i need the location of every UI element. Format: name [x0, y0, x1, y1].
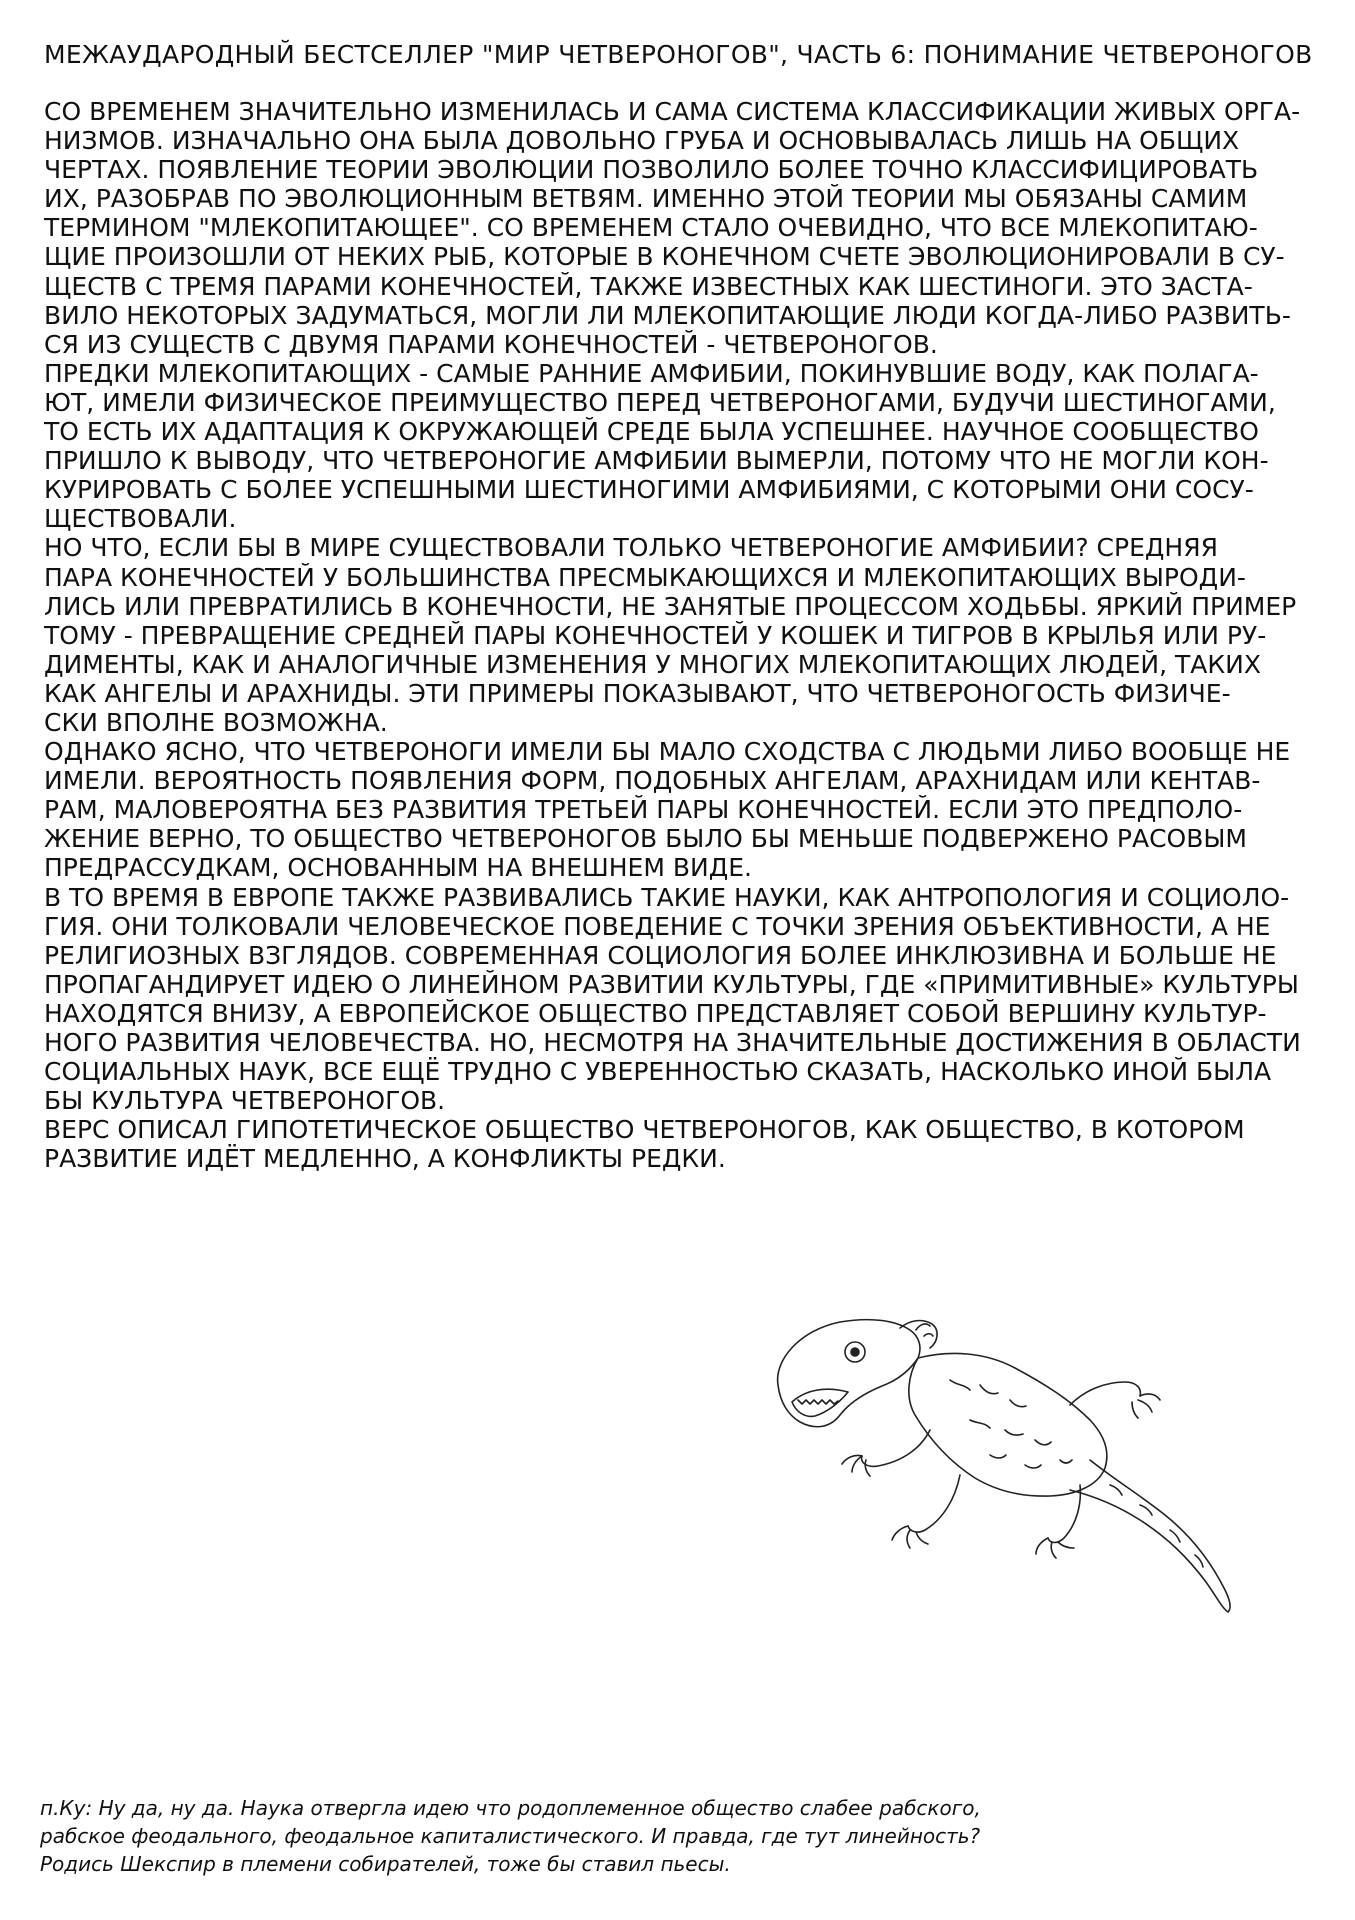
body-line: ПАРА КОНЕЧНОСТЕЙ У БОЛЬШИНСТВА ПРЕСМЫКАЮЩИХСЯ И МЛЕКОПИТАЮЩИХ ВЫРОДИ- — [44, 562, 1246, 592]
body-line: НОГО РАЗВИТИЯ ЧЕЛОВЕЧЕСТВА. НО, НЕСМОТРЯ НА ЗНАЧИТЕЛЬНЫЕ ДОСТИЖЕНИЯ В ОБЛАСТИ — [44, 1028, 1301, 1057]
body-line: ОДНАКО ЯСНО, ЧТО ЧЕТВЕРОНОГИ ИМЕЛИ БЫ МАЛО СХОДСТВА С ЛЮДЬМИ ЛИБО ВООБЩЕ НЕ — [44, 737, 1291, 767]
body-line: БЫ КУЛЬТУРА ЧЕТВЕРОНОГОВ. — [44, 1086, 446, 1116]
body-line: ИХ, РАЗОБРАВ ПО ЭВОЛЮЦИОННЫМ ВЕТВЯМ. ИМЕННО ЭТОЙ ТЕОРИИ МЫ ОБЯЗАНЫ САМИМ — [44, 184, 1248, 214]
body-line: ВИЛО НЕКОТОРЫХ ЗАДУМАТЬСЯ, МОГЛИ ЛИ МЛЕКОПИТАЮЩИЕ ЛЮДИ КОГДА-ЛИБО РАЗВИТЬ- — [44, 300, 1291, 330]
body-line: ЩИЕ ПРОИЗОШЛИ ОТ НЕКИХ РЫБ, КОТОРЫЕ В КОНЕЧНОМ СЧЕТЕ ЭВОЛЮЦИОНИРОВАЛИ В СУ- — [44, 242, 1285, 272]
body-line: ТОМУ - ПРЕВРАЩЕНИЕ СРЕДНЕЙ ПАРЫ КОНЕЧНОСТЕЙ У КОШЕК И ТИГРОВ В КРЫЛЬЯ ИЛИ РУ- — [44, 620, 1267, 650]
body-line: СОЦИАЛЬНЫХ НАУК, ВСЕ ЕЩЁ ТРУДНО С УВЕРЕННОСТЬЮ СКАЗАТЬ, НАСКОЛЬКО ИНОЙ БЫЛА — [44, 1057, 1272, 1087]
body-line: ЩЕСТВОВАЛИ. — [44, 504, 237, 534]
note-line: рабское феодального, феодальное капиталистического. И правда, где тут линейность? — [40, 1824, 981, 1848]
body-line: ТЕРМИНОМ "МЛЕКОПИТАЮЩЕЕ". СО ВРЕМЕНЕМ СТАЛО ОЧЕВИДНО, ЧТО ВСЕ МЛЕКОПИТАЮ- — [44, 213, 1258, 243]
body-line: В ТО ВРЕМЯ В ЕВРОПЕ ТАКЖЕ РАЗВИВАЛИСЬ ТАКИЕ НАУКИ, КАК АНТРОПОЛОГИЯ И СОЦИОЛО- — [44, 882, 1290, 912]
body-line: ПРЕДРАССУДКАМ, ОСНОВАННЫМ НА ВНЕШНЕМ ВИДЕ. — [44, 853, 752, 883]
body-line: ДИМЕНТЫ, КАК И АНАЛОГИЧНЫЕ ИЗМЕНЕНИЯ У МНОГИХ МЛЕКОПИТАЮЩИХ ЛЮДЕЙ, ТАКИХ — [44, 649, 1261, 679]
body-line: ПРИШЛО К ВЫВОДУ, ЧТО ЧЕТВЕРОНОГИЕ АМФИБИИ ВЫМЕРЛИ, ПОТОМУ ЧТО НЕ МОГЛИ КОН- — [44, 446, 1269, 476]
body-line: ПРОПАГАНДИРУЕТ ИДЕЮ О ЛИНЕЙНОМ РАЗВИТИИ КУЛЬТУРЫ, ГДЕ «ПРИМИТИВНЫЕ» КУЛЬТУРЫ — [44, 969, 1299, 999]
note-line: Родись Шекспир в племени собирателей, тоже бы ставил пьесы. — [40, 1852, 731, 1876]
body-line: НАХОДЯТСЯ ВНИЗУ, А ЕВРОПЕЙСКОЕ ОБЩЕСТВО ПРЕДСТАВЛЯЕТ СОБОЙ ВЕРШИНУ КУЛЬТУР- — [44, 998, 1267, 1028]
body-line: ИМЕЛИ. ВЕРОЯТНОСТЬ ПОЯВЛЕНИЯ ФОРМ, ПОДОБНЫХ АНГЕЛАМ, АРАХНИДАМ ИЛИ КЕНТАВ- — [44, 766, 1261, 796]
tetrapod-amphibian-illustration — [770, 1290, 1240, 1640]
body-line: ЮТ, ИМЕЛИ ФИЗИЧЕСКОЕ ПРЕИМУЩЕСТВО ПЕРЕД ЧЕТВЕРОНОГАМИ, БУДУЧИ ШЕСТИНОГАМИ, — [44, 387, 1276, 417]
body-line: КУРИРОВАТЬ С БОЛЕЕ УСПЕШНЫМИ ШЕСТИНОГИМИ АМФИБИЯМИ, С КОТОРЫМИ ОНИ СОСУ- — [44, 475, 1254, 505]
body-line: ПРЕДКИ МЛЕКОПИТАЮЩИХ - САМЫЕ РАННИЕ АМФИБИИ, ПОКИНУВШИЕ ВОДУ, КАК ПОЛАГА- — [44, 358, 1259, 388]
body-line: СКИ ВПОЛНЕ ВОЗМОЖНА. — [44, 707, 388, 737]
body-line: ТО ЕСТЬ ИХ АДАПТАЦИЯ К ОКРУЖАЮЩЕЙ СРЕДЕ БЫЛА УСПЕШНЕЕ. НАУЧНОЕ СООБЩЕСТВО — [44, 417, 1259, 447]
body-line: ЩЕСТВ С ТРЕМЯ ПАРАМИ КОНЕЧНОСТЕЙ, ТАКЖЕ ИЗВЕСТНЫХ КАК ШЕСТИНОГИ. ЭТО ЗАСТА- — [44, 271, 1253, 301]
body-line: ЛИСЬ ИЛИ ПРЕВРАТИЛИСЬ В КОНЕЧНОСТИ, НЕ ЗАНЯТЫЕ ПРОЦЕССОМ ХОДЬБЫ. ЯРКИЙ ПРИМЕР — [44, 591, 1297, 621]
body-line: СО ВРЕМЕНЕМ ЗНАЧИТЕЛЬНО ИЗМЕНИЛАСЬ И САМА СИСТЕМА КЛАССИФИКАЦИИ ЖИВЫХ ОРГА- — [44, 97, 1301, 126]
body-line: РАМ, МАЛОВЕРОЯТНА БЕЗ РАЗВИТИЯ ТРЕТЬЕЙ ПАРЫ КОНЕЧНОСТЕЙ. ЕСЛИ ЭТО ПРЕДПОЛО- — [44, 795, 1243, 825]
body-line: НИЗМОВ. ИЗНАЧАЛЬНО ОНА БЫЛА ДОВОЛЬНО ГРУБА И ОСНОВЫВАЛАСЬ ЛИШЬ НА ОБЩИХ — [44, 126, 1240, 156]
body-line: ЖЕНИЕ ВЕРНО, ТО ОБЩЕСТВО ЧЕТВЕРОНОГОВ БЫЛО БЫ МЕНЬШЕ ПОДВЕРЖЕНО РАСОВЫМ — [44, 824, 1247, 854]
body-line: НО ЧТО, ЕСЛИ БЫ В МИРЕ СУЩЕСТВОВАЛИ ТОЛЬКО ЧЕТВЕРОНОГИЕ АМФИБИИ? СРЕДНЯЯ — [44, 533, 1218, 563]
body-line: ВЕРС ОПИСАЛ ГИПОТЕТИЧЕСКОЕ ОБЩЕСТВО ЧЕТВЕРОНОГОВ, КАК ОБЩЕСТВО, В КОТОРОМ — [44, 1115, 1245, 1145]
body-line: ГИЯ. ОНИ ТОЛКОВАЛИ ЧЕЛОВЕЧЕСКОЕ ПОВЕДЕНИЕ С ТОЧКИ ЗРЕНИЯ ОБЪЕКТИВНОСТИ, А НЕ — [44, 911, 1271, 941]
body-line: РАЗВИТИЕ ИДЁТ МЕДЛЕННО, А КОНФЛИКТЫ РЕДКИ. — [44, 1144, 726, 1174]
page-title: МЕЖАУДАРОДНЫЙ БЕСТСЕЛЛЕР "МИР ЧЕТВЕРОНОГОВ", ЧАСТЬ 6: ПОНИМАНИЕ ЧЕТВЕРОНОГОВ — [44, 40, 1313, 69]
note-line: п.Ку: Ну да, ну да. Наука отвергла идею что родоплеменное общество слабее рабского, — [40, 1796, 981, 1820]
body-line: РЕЛИГИОЗНЫХ ВЗГЛЯДОВ. СОВРЕМЕННАЯ СОЦИОЛОГИЯ БОЛЕЕ ИНКЛЮЗИВНА И БОЛЬШЕ НЕ — [44, 940, 1277, 970]
body-line: КАК АНГЕЛЫ И АРАХНИДЫ. ЭТИ ПРИМЕРЫ ПОКАЗЫВАЮТ, ЧТО ЧЕТВЕРОНОГОСТЬ ФИЗИЧЕ- — [44, 678, 1231, 708]
body-line: СЯ ИЗ СУЩЕСТВ С ДВУМЯ ПАРАМИ КОНЕЧНОСТЕЙ - ЧЕТВЕРОНОГОВ. — [44, 329, 938, 359]
article-body — [44, 97, 1314, 1173]
translator-note — [40, 1794, 1140, 1878]
body-line: ЧЕРТАХ. ПОЯВЛЕНИЕ ТЕОРИИ ЭВОЛЮЦИИ ПОЗВОЛИЛО БОЛЕЕ ТОЧНО КЛАССИФИЦИРОВАТЬ — [44, 155, 1259, 185]
